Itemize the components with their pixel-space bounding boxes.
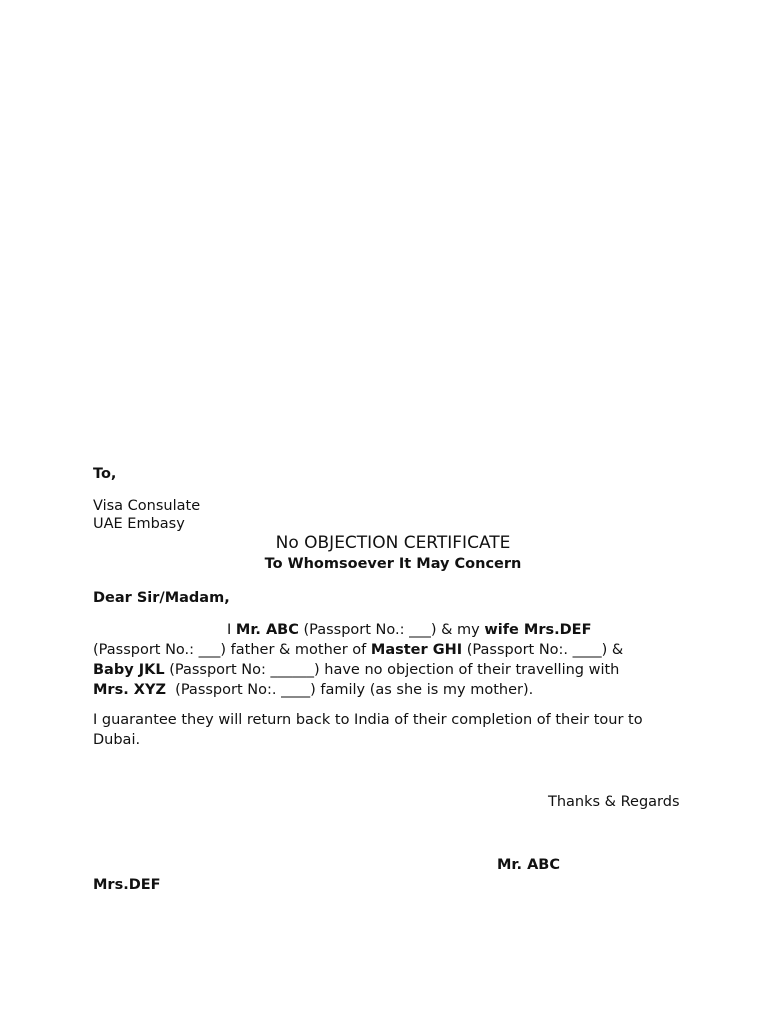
document-title: No OBJECTION CERTIFICATE bbox=[275, 533, 511, 553]
text: I bbox=[227, 622, 236, 638]
guarantee-line-2: Dubai. bbox=[93, 732, 141, 748]
document-subtitle: To Whomsoever It May Concern bbox=[264, 556, 522, 572]
spouse-name: wife Mrs.DEF bbox=[484, 622, 592, 638]
body-line-2 bbox=[93, 640, 693, 660]
body-line-4 bbox=[93, 680, 693, 700]
text: (Passport No.: ___) & my bbox=[298, 622, 485, 638]
parent-name: Mr. ABC bbox=[235, 622, 299, 638]
child-name: Baby JKL bbox=[93, 662, 165, 678]
text: (Passport No: ______) have no objection of their travelling with bbox=[164, 662, 620, 678]
recipient-consulate: Visa Consulate bbox=[93, 498, 201, 514]
recipient-to: To, bbox=[93, 466, 117, 482]
closing-regards: Thanks & Regards bbox=[548, 794, 680, 810]
text: (Passport No:. ____) family (as she is my mother). bbox=[165, 682, 534, 698]
text: (Passport No:. ____) & bbox=[462, 642, 624, 658]
salutation: Dear Sir/Madam, bbox=[93, 590, 230, 606]
body-line-3 bbox=[93, 660, 693, 680]
signatory-1: Mr. ABC bbox=[497, 857, 560, 873]
child-name: Master GHI bbox=[370, 642, 463, 658]
recipient-embassy: UAE Embasy bbox=[93, 516, 185, 532]
traveller-name: Mrs. XYZ bbox=[93, 682, 166, 698]
guarantee-paragraph bbox=[93, 710, 693, 750]
body-line-1 bbox=[93, 620, 693, 640]
body-paragraph bbox=[93, 620, 693, 700]
signatory-2: Mrs.DEF bbox=[93, 877, 161, 893]
text: (Passport No.: ___) father & mother of bbox=[93, 642, 371, 658]
guarantee-line-1: I guarantee they will return back to India of their completion of their tour to bbox=[93, 712, 643, 728]
